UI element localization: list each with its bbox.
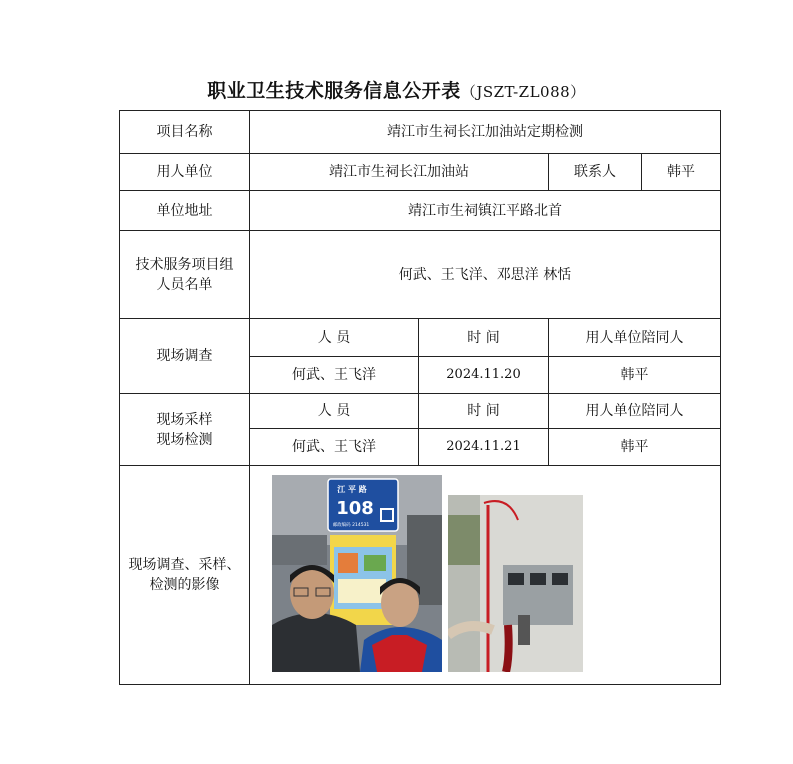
- row-images: [120, 466, 721, 685]
- sampling-label-line2: 现场检测: [156, 431, 213, 448]
- sign-number-text: 108: [336, 498, 374, 519]
- employer-value: 靖江市生祠长江加油站: [250, 154, 549, 191]
- row-sampling-header: [120, 394, 721, 429]
- sampling-people: 何武、王飞洋: [250, 429, 419, 466]
- sampling-col-time: 时 间: [419, 394, 549, 429]
- survey-label: 现场调查: [120, 319, 250, 394]
- address-value: 靖江市生祠镇江平路北首: [250, 191, 721, 231]
- survey-col-escort: 用人单位陪同人: [549, 319, 721, 357]
- team-label-line2: 人员名单: [156, 276, 213, 293]
- images-label-line2: 检测的影像: [149, 577, 220, 593]
- address-label: 单位地址: [120, 191, 250, 231]
- title-code: （JSZT-ZL088）: [460, 83, 586, 101]
- site-photo-pump-image: [448, 495, 583, 672]
- images-label-line1: 现场调查、采样、: [128, 557, 241, 573]
- images-label: [120, 466, 250, 685]
- sampling-label: [120, 394, 250, 466]
- sampling-col-people: 人 员: [250, 394, 419, 429]
- project-label: 项目名称: [120, 111, 250, 154]
- survey-escort: 韩平: [549, 357, 721, 394]
- site-photo-workers-image: [272, 475, 442, 672]
- sampling-escort: 韩平: [549, 429, 721, 466]
- row-team: [120, 231, 721, 319]
- sampling-time: 2024.11.21: [419, 429, 549, 466]
- employer-label: 用人单位: [120, 154, 250, 191]
- sampling-label-line1: 现场采样: [156, 411, 213, 428]
- survey-time: 2024.11.20: [419, 357, 549, 394]
- team-label: [120, 231, 250, 319]
- row-address: [120, 191, 721, 231]
- row-employer: [120, 154, 721, 191]
- row-project: [120, 111, 721, 154]
- images-cell: [250, 466, 721, 685]
- survey-people: 何武、王飞洋: [250, 357, 419, 394]
- survey-col-people: 人 员: [250, 319, 419, 357]
- page-title: [0, 76, 793, 103]
- title-text: 职业卫生技术服务信息公开表: [207, 80, 461, 102]
- sampling-col-escort: 用人单位陪同人: [549, 394, 721, 429]
- sign-small-text: 邮政编码 214531: [332, 523, 370, 528]
- info-table: [119, 110, 721, 685]
- sign-street-text: 江 平 路: [337, 485, 367, 494]
- survey-col-time: 时 间: [419, 319, 549, 357]
- contact-label: 联系人: [549, 154, 642, 191]
- project-value: 靖江市生祠长江加油站定期检测: [250, 111, 721, 154]
- team-label-line1: 技术服务项目组: [135, 256, 234, 273]
- photo-row: [250, 475, 720, 672]
- contact-value: 韩平: [642, 154, 721, 191]
- site-photo-pump: [448, 495, 583, 672]
- row-survey-header: [120, 319, 721, 357]
- team-value: 何武、王飞洋、邓思洋 林恬: [250, 231, 721, 319]
- site-photo-workers: [272, 475, 442, 672]
